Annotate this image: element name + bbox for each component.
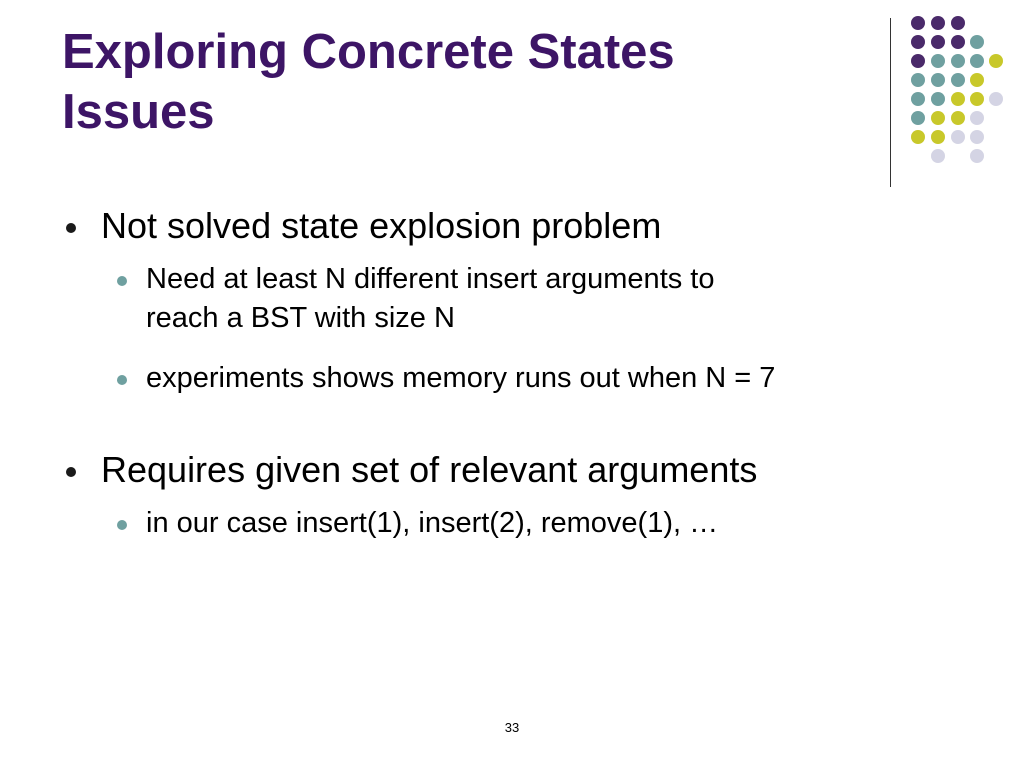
dot [931,16,945,30]
dot [970,54,984,68]
dot [931,111,945,125]
dot [931,130,945,144]
dot [951,111,965,125]
page-number: 33 [504,720,520,735]
dot [931,73,945,87]
sub-bullet-dot-icon [117,375,127,385]
dot [911,35,925,49]
sub-bullet-item [146,260,962,338]
bullet-text: Not solved state explosion problem [101,205,662,246]
dot [911,130,925,144]
dot [931,92,945,106]
dot [911,92,925,106]
dot [989,92,1003,106]
dot [911,73,925,87]
dot [951,92,965,106]
dot [970,130,984,144]
sub-bullet-item [146,504,962,543]
sub-bullet-text: experiments shows memory runs out when N = 7 [146,362,776,394]
dot [970,149,984,163]
bullet-dot-icon [66,223,76,233]
dot [911,16,925,30]
title-line-1: Exploring Concrete States [62,25,675,79]
sub-bullet-dot-icon [117,520,127,530]
dot [911,54,925,68]
dot [931,54,945,68]
bullet-item [62,448,962,492]
dot [970,73,984,87]
sub-bullet-text-line-2: reach a BST with size N [146,302,455,334]
dot [931,35,945,49]
sub-bullet-text-line-1: Need at least N different insert arguments to [146,263,715,295]
dot [951,16,965,30]
bullet-dot-icon [66,467,76,477]
dot [970,35,984,49]
sub-bullet-item [146,359,962,398]
dot [951,35,965,49]
sub-bullet-dot-icon [117,276,127,286]
dot [951,54,965,68]
dot [989,54,1003,68]
dot [970,111,984,125]
dot [970,92,984,106]
dot [951,73,965,87]
bullet-item [62,204,962,248]
title-line-2: Issues [62,85,215,139]
bullet-text: Requires given set of relevant arguments [101,449,758,490]
dot [951,130,965,144]
dot [931,149,945,163]
dot [911,111,925,125]
slide-body [62,200,962,543]
sub-bullet-text: in our case insert(1), insert(2), remove(1), … [146,507,719,539]
decorative-dot-grid [0,0,1024,200]
